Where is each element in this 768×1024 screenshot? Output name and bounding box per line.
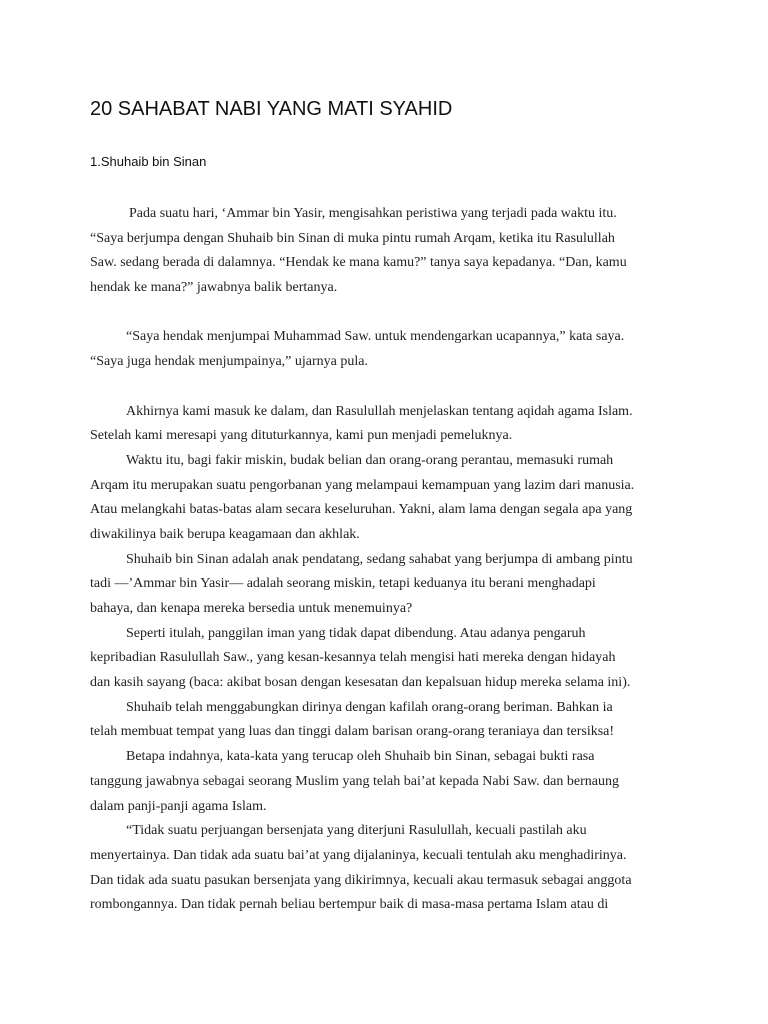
text-line: hendak ke mana?” jawabnya balik bertanya. — [90, 280, 338, 296]
text-line: rombongannya. Dan tidak pernah beliau bertempur baik di masa-masa pertama Islam atau di — [90, 897, 609, 913]
document-title: 20 SAHABAT NABI YANG MATI SYAHID — [90, 98, 453, 120]
text-line: menyertainya. Dan tidak ada suatu bai’at yang dijalaninya, kecuali tentulah aku menghadirinya. — [90, 847, 627, 863]
text-line: Betapa indahnya, kata-kata yang terucap oleh Shuhaib bin Sinan, sebagai bukti rasa — [126, 749, 595, 765]
text-line: dan kasih sayang (baca: akibat bosan dengan kesesatan dan kepalsuan hidup mereka selama ini). — [90, 675, 631, 691]
section-heading: 1.Shuhaib bin Sinan — [90, 154, 207, 169]
text-line: Dan tidak ada suatu pasukan bersenjata yang dikirimnya, kecuali akau termasuk sebagai anggota — [90, 872, 632, 888]
text-line: Pada suatu hari, ‘Ammar bin Yasir, mengisahkan peristiwa yang terjadi pada waktu itu. — [129, 206, 617, 221]
text-line: tanggung jawabnya sebagai seorang Muslim yang telah bai’at kepada Nabi Saw. dan bernaung — [90, 773, 619, 789]
text-line: Shuhaib bin Sinan adalah anak pendatang, sedang sahabat yang berjumpa di ambang pintu — [126, 551, 633, 567]
text-line: tadi —’Ammar bin Yasir— adalah seorang miskin, tetapi keduanya itu berani menghadapi — [90, 576, 596, 592]
body-text — [90, 202, 690, 918]
text-line: Seperti itulah, panggilan iman yang tidak dapat dibendung. Atau adanya pengaruh — [126, 625, 586, 641]
paragraph-gap — [90, 375, 690, 400]
text-line: Arqam itu merupakan suatu pengorbanan yang melampaui kemampuan yang lazim dari manusia. — [90, 477, 635, 493]
text-line: Akhirnya kami masuk ke dalam, dan Rasulullah menjelaskan tentang aqidah agama Islam. — [126, 403, 633, 419]
text-line: “Tidak suatu perjuangan bersenjata yang diterjuni Rasulullah, kecuali pastilah aku — [126, 823, 587, 839]
paragraph-gap — [90, 301, 690, 326]
text-line: kepribadian Rasulullah Saw., yang kesan-kesannya telah mengisi hati mereka dengan hidayah — [90, 650, 616, 666]
text-line: Waktu itu, bagi fakir miskin, budak belian dan orang-orang perantau, memasuki rumah — [126, 452, 614, 468]
text-line: Saw. sedang berada di dalamnya. “Hendak ke mana kamu?” tanya saya kepadanya. “Dan, kamu — [90, 255, 627, 271]
text-line: dalam panji-panji agama Islam. — [90, 798, 267, 814]
text-line: Shuhaib telah menggabungkan dirinya dengan kafilah orang-orang beriman. Bahkan ia — [126, 699, 613, 715]
text-line: Setelah kami meresapi yang dituturkannya, kami pun menjadi pemeluknya. — [90, 428, 513, 444]
text-line: Atau melangkahi batas-batas alam secara keseluruhan. Yakni, alam lama dengan segala apa yang — [90, 502, 633, 518]
text-line: “Saya juga hendak menjumpainya,” ujarnya pula. — [90, 354, 368, 370]
text-line: “Saya berjumpa dengan Shuhaib bin Sinan di muka pintu rumah Arqam, ketika itu Rasulullah — [90, 230, 615, 246]
text-line: bahaya, dan kenapa mereka bersedia untuk menemuinya? — [90, 601, 413, 616]
text-line: diwakilinya baik berupa keagamaan dan akhlak. — [90, 526, 360, 542]
text-line: “Saya hendak menjumpai Muhammad Saw. untuk mendengarkan ucapannya,” kata saya. — [126, 329, 625, 345]
text-line: telah membuat tempat yang luas dan tinggi dalam barisan orang-orang teraniaya dan tersiksa! — [90, 724, 615, 740]
